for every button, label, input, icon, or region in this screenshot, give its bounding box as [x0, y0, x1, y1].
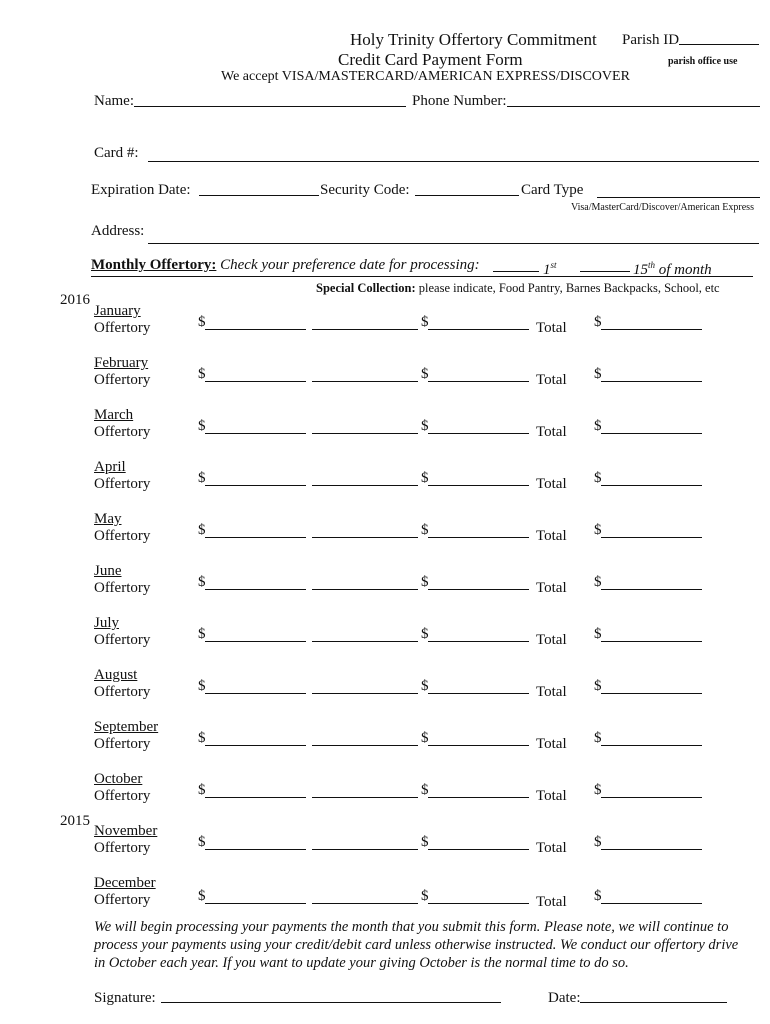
dollar-sign: $ [198, 782, 206, 798]
dollar-sign: $ [198, 574, 206, 590]
dollar-sign: $ [421, 888, 429, 904]
dollar-sign: $ [198, 366, 206, 382]
offertory-word: Offertory [94, 736, 151, 752]
special-collection-note: Special Collection: please indicate, Food Pantry, Barnes Backpacks, School, etc [316, 281, 720, 295]
special-collection-name-field[interactable] [312, 433, 418, 434]
security-code-field[interactable] [415, 195, 519, 196]
offertory-amount-field[interactable] [205, 797, 306, 798]
dollar-sign: $ [594, 470, 602, 486]
month-row [0, 615, 770, 667]
parish-office-note: parish office use [668, 56, 738, 67]
special-collection-name-field[interactable] [312, 589, 418, 590]
offertory-amount-field[interactable] [205, 381, 306, 382]
dollar-sign: $ [421, 678, 429, 694]
dollar-sign: $ [421, 418, 429, 434]
special-collection-name-field[interactable] [312, 485, 418, 486]
month-name: January [94, 303, 141, 319]
month-row [0, 719, 770, 771]
offertory-amount-field[interactable] [205, 849, 306, 850]
month-name: October [94, 771, 143, 787]
special-collection-name-field[interactable] [312, 797, 418, 798]
total-label: Total [536, 424, 567, 440]
card-type-hint: Visa/MasterCard/Discover/American Express [571, 202, 754, 213]
card-type-label: Card Type [521, 182, 584, 198]
special-collection-name-field[interactable] [312, 903, 418, 904]
parish-id-label: Parish ID [622, 32, 680, 48]
month-row [0, 667, 770, 719]
total-label: Total [536, 736, 567, 752]
special-collection-name-field[interactable] [312, 745, 418, 746]
monthly-offertory-heading: Monthly Offertory: [91, 257, 217, 273]
signature-label: Signature: [94, 990, 156, 1006]
dollar-sign: $ [421, 470, 429, 486]
offertory-amount-field[interactable] [205, 745, 306, 746]
total-amount-field[interactable] [601, 903, 702, 904]
month-name: June [94, 563, 122, 579]
month-name: November [94, 823, 158, 839]
special-collection-amount-field[interactable] [428, 329, 529, 330]
dollar-sign: $ [421, 782, 429, 798]
dollar-sign: $ [198, 470, 206, 486]
dollar-sign: $ [594, 888, 602, 904]
offertory-amount-field[interactable] [205, 641, 306, 642]
expiration-field[interactable] [199, 195, 319, 196]
phone-field[interactable] [507, 106, 760, 107]
offertory-word: Offertory [94, 788, 151, 804]
total-amount-field[interactable] [601, 745, 702, 746]
offertory-amount-field[interactable] [205, 433, 306, 434]
dollar-sign: $ [198, 834, 206, 850]
dollar-sign: $ [594, 418, 602, 434]
total-label: Total [536, 788, 567, 804]
total-amount-field[interactable] [601, 381, 702, 382]
total-amount-field[interactable] [601, 433, 702, 434]
total-amount-field[interactable] [601, 537, 702, 538]
total-label: Total [536, 476, 567, 492]
preference-instruction: Check your preference date for processing: [220, 257, 480, 273]
offertory-word: Offertory [94, 476, 151, 492]
special-collection-amount-field[interactable] [428, 745, 529, 746]
dollar-sign: $ [594, 834, 602, 850]
offertory-amount-field[interactable] [205, 693, 306, 694]
address-field[interactable] [148, 243, 759, 244]
dollar-sign: $ [421, 730, 429, 746]
date-label: Date: [548, 990, 581, 1006]
special-collection-amount-field[interactable] [428, 797, 529, 798]
name-field[interactable] [134, 106, 406, 107]
name-label: Name: [94, 93, 134, 109]
offertory-word: Offertory [94, 840, 151, 856]
special-collection-amount-field[interactable] [428, 693, 529, 694]
month-name: July [94, 615, 120, 631]
total-amount-field[interactable] [601, 589, 702, 590]
month-name: August [94, 667, 138, 683]
year-label-2015: 2015 [60, 813, 90, 829]
processing-note: We will begin processing your payments the month that you submit this form. Please note, we will continue to process your payments using your credit/debit card unless otherwise instructed. We conduct our offertory drive in October each year. If you want to update your giving October is the normal time to do so. [94, 919, 739, 971]
dollar-sign: $ [421, 626, 429, 642]
offertory-amount-field[interactable] [205, 537, 306, 538]
dollar-sign: $ [198, 730, 206, 746]
total-label: Total [536, 684, 567, 700]
dollar-sign: $ [421, 366, 429, 382]
special-collection-amount-field[interactable] [428, 537, 529, 538]
total-amount-field[interactable] [601, 693, 702, 694]
total-amount-field[interactable] [601, 797, 702, 798]
phone-label: Phone Number: [412, 93, 507, 109]
card-number-label: Card #: [94, 145, 139, 161]
total-amount-field[interactable] [601, 641, 702, 642]
special-collection-name-field[interactable] [312, 537, 418, 538]
special-collection-amount-field[interactable] [428, 849, 529, 850]
month-row [0, 407, 770, 459]
dollar-sign: $ [198, 522, 206, 538]
dollar-sign: $ [594, 314, 602, 330]
special-collection-name-field[interactable] [312, 849, 418, 850]
special-collection-name-field[interactable] [312, 381, 418, 382]
first-of-month-label: 1st [543, 260, 557, 278]
dollar-sign: $ [421, 574, 429, 590]
offertory-word: Offertory [94, 892, 151, 908]
dollar-sign: $ [421, 522, 429, 538]
total-label: Total [536, 372, 567, 388]
offertory-amount-field[interactable] [205, 485, 306, 486]
total-amount-field[interactable] [601, 329, 702, 330]
form-subtitle: Credit Card Payment Form [338, 50, 523, 69]
month-row [0, 459, 770, 511]
dollar-sign: $ [594, 782, 602, 798]
special-collection-name-field[interactable] [312, 641, 418, 642]
month-row [0, 823, 770, 875]
dollar-sign: $ [594, 626, 602, 642]
special-collection-name-field[interactable] [312, 693, 418, 694]
month-row [0, 771, 770, 823]
security-code-label: Security Code: [320, 182, 410, 198]
offertory-amount-field[interactable] [205, 589, 306, 590]
year-label-2016: 2016 [60, 292, 90, 308]
dollar-sign: $ [594, 366, 602, 382]
month-row [0, 511, 770, 563]
dollar-sign: $ [421, 314, 429, 330]
dollar-sign: $ [594, 730, 602, 746]
dollar-sign: $ [421, 834, 429, 850]
form-title: Holy Trinity Offertory Commitment [350, 30, 597, 49]
special-collection-name-field[interactable] [312, 329, 418, 330]
offertory-divider [91, 276, 753, 277]
total-amount-field[interactable] [601, 849, 702, 850]
dollar-sign: $ [198, 678, 206, 694]
month-name: December [94, 875, 156, 891]
offertory-amount-field[interactable] [205, 329, 306, 330]
expiration-label: Expiration Date: [91, 182, 191, 198]
offertory-word: Offertory [94, 372, 151, 388]
total-label: Total [536, 580, 567, 596]
month-row [0, 563, 770, 615]
special-collection-amount-field[interactable] [428, 381, 529, 382]
month-name: February [94, 355, 149, 371]
total-label: Total [536, 528, 567, 544]
offertory-amount-field[interactable] [205, 903, 306, 904]
dollar-sign: $ [198, 418, 206, 434]
month-name: April [94, 459, 126, 475]
total-label: Total [536, 632, 567, 648]
month-name: May [94, 511, 122, 527]
offertory-preference-row [91, 257, 480, 274]
offertory-word: Offertory [94, 632, 151, 648]
card-number-field[interactable] [148, 161, 759, 162]
month-row [0, 355, 770, 407]
month-name: September [94, 719, 159, 735]
first-of-month-checkbox[interactable] [493, 271, 539, 272]
month-name: March [94, 407, 134, 423]
special-collection-amount-field[interactable] [428, 903, 529, 904]
total-label: Total [536, 320, 567, 336]
dollar-sign: $ [594, 522, 602, 538]
month-row [0, 303, 770, 355]
total-label: Total [536, 840, 567, 856]
fifteenth-of-month-checkbox[interactable] [580, 271, 630, 272]
special-collection-amount-field[interactable] [428, 433, 529, 434]
special-collection-amount-field[interactable] [428, 641, 529, 642]
dollar-sign: $ [198, 888, 206, 904]
signature-field[interactable] [161, 1002, 501, 1003]
offertory-word: Offertory [94, 320, 151, 336]
parish-id-field[interactable] [679, 44, 759, 45]
total-label: Total [536, 894, 567, 910]
dollar-sign: $ [594, 574, 602, 590]
dollar-sign: $ [198, 626, 206, 642]
address-label: Address: [91, 223, 145, 239]
special-collection-amount-field[interactable] [428, 589, 529, 590]
offertory-word: Offertory [94, 424, 151, 440]
card-type-field[interactable] [597, 197, 760, 198]
special-collection-amount-field[interactable] [428, 485, 529, 486]
total-amount-field[interactable] [601, 485, 702, 486]
fifteenth-of-month-label: 15th of month [633, 260, 712, 278]
date-field[interactable] [580, 1002, 727, 1003]
dollar-sign: $ [198, 314, 206, 330]
offertory-word: Offertory [94, 528, 151, 544]
offertory-word: Offertory [94, 580, 151, 596]
accepted-cards-text: We accept VISA/MASTERCARD/AMERICAN EXPRESS/DISCOVER [221, 69, 630, 84]
dollar-sign: $ [594, 678, 602, 694]
offertory-word: Offertory [94, 684, 151, 700]
